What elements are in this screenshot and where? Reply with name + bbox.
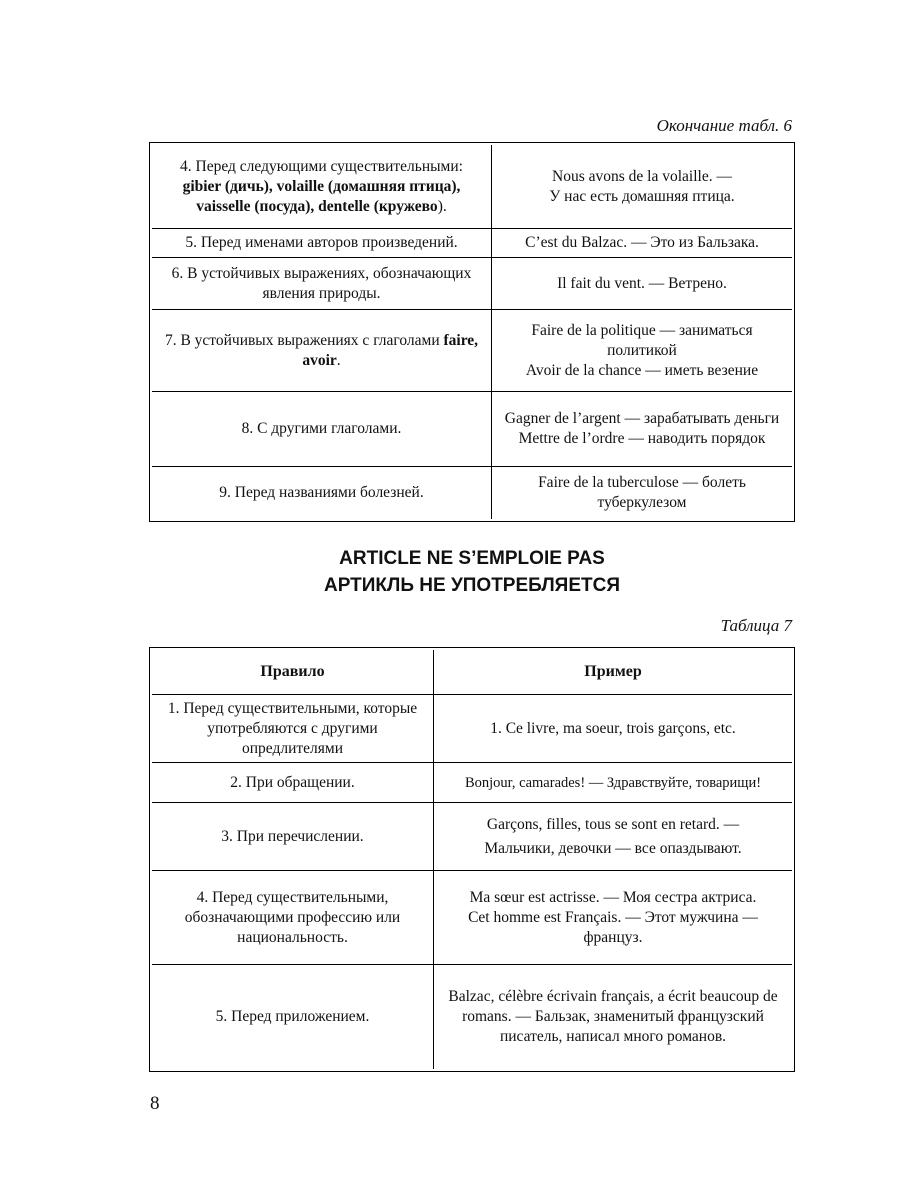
- table-row: [152, 392, 792, 467]
- table-6: [149, 142, 795, 522]
- table-row: [152, 467, 792, 519]
- rule-bold-text: gibier (дичь), volaille (домашняя птица), vaisselle (посуда), dentelle (кружево: [182, 177, 461, 215]
- rule-cell: 4. Перед существительными, обозначающими профессию или национальность.: [152, 871, 434, 965]
- rule-cell: 5. Перед приложением.: [152, 965, 434, 1069]
- example-cell: [492, 229, 792, 258]
- header-rule: Правило: [152, 650, 434, 695]
- example-line: Balzac, célèbre écrivain français, a écrit beaucoup de romans. — Бальзак, знаменитый французский писатель, написал много романов.: [448, 988, 778, 1045]
- example-line: Bonjour, camarades! — Здравствуйте, товарищи!: [464, 774, 762, 791]
- rule-cell: [152, 145, 492, 229]
- example-line: Cet homme est Français. — Этот мужчина — француз.: [468, 908, 758, 946]
- rule-cell: 8. С другими глаголами.: [152, 392, 492, 467]
- example-cell: [492, 310, 792, 392]
- example-cell: [434, 803, 792, 871]
- table6-caption: Окончание табл. 6: [656, 116, 792, 135]
- rule-tail-text: ).: [437, 197, 447, 215]
- example-line: Faire de la tuberculose — болеть туберкулезом: [538, 474, 746, 511]
- example-cell: [434, 763, 792, 803]
- rule-cell: 5. Перед именами авторов произведений.: [152, 229, 492, 258]
- example-line: Garçons, filles, tous se sont en retard. —: [486, 815, 740, 833]
- example-line: Мальчики, девочки — все опаздывают.: [484, 839, 742, 857]
- example-cell: [492, 392, 792, 467]
- header-example: Пример: [434, 650, 792, 695]
- rule-cell: 1. Перед существительными, которые употребляются с другими опредлителями: [152, 695, 434, 763]
- table-row: [152, 229, 792, 258]
- table-row: [152, 310, 792, 392]
- table7-caption: Таблица 7: [720, 616, 792, 635]
- table-row: [152, 695, 792, 763]
- example-line: C’est du Balzac. — Это из Бальзака.: [525, 234, 759, 251]
- example-cell: [434, 871, 792, 965]
- section-title-ru: АРТИКЛЬ НЕ УПОТРЕБЛЯЕТСЯ: [324, 575, 620, 596]
- table-header-row: [152, 650, 792, 695]
- example-cell: [434, 695, 792, 763]
- table-row: [152, 258, 792, 310]
- section-title-fr: ARTICLE NE S’EMPLOIE PAS: [339, 548, 605, 569]
- example-line: Faire de la politique — заниматься политикой: [531, 321, 753, 359]
- example-cell: [434, 965, 792, 1069]
- rule-cell: 2. При обращении.: [152, 763, 434, 803]
- rule-cell: [152, 310, 492, 392]
- table-row: [152, 763, 792, 803]
- example-line: Gagner de l’argent — зарабатывать деньги: [504, 410, 780, 427]
- table-row: [152, 803, 792, 871]
- example-line: Il fait du vent. — Ветрено.: [557, 274, 727, 292]
- example-line: Mettre de l’ordre — наводить порядок: [518, 430, 766, 447]
- example-line: 1. Ce livre, ma soeur, trois garçons, etc.: [490, 719, 736, 737]
- example-cell: [492, 258, 792, 310]
- example-line: Avoir de la chance — иметь везение: [525, 361, 759, 379]
- page-number: 8: [150, 1093, 160, 1114]
- rule-bold-text: faire, avoir: [302, 331, 479, 369]
- example-line: Nous avons de la volaille. —: [552, 167, 732, 185]
- table-row: [152, 145, 792, 229]
- rule-text: 7. В устойчивых выражениях с глаголами: [164, 331, 440, 349]
- example-cell: [492, 145, 792, 229]
- rule-tail-text: .: [336, 351, 341, 369]
- table-7: [149, 647, 795, 1072]
- table-row: [152, 965, 792, 1069]
- rule-cell: 9. Перед названиями болезней.: [152, 467, 492, 519]
- example-line: У нас есть домашняя птица.: [549, 187, 735, 205]
- example-line: Ma sœur est actrisse. — Моя сестра актриса.: [469, 888, 757, 906]
- rule-cell: 3. При перечислении.: [152, 803, 434, 871]
- table-row: [152, 871, 792, 965]
- rule-cell: 6. В устойчивых выражениях, обозначающих явления природы.: [152, 258, 492, 310]
- example-cell: [492, 467, 792, 519]
- rule-text: 4. Перед следующими существительными:: [180, 157, 463, 175]
